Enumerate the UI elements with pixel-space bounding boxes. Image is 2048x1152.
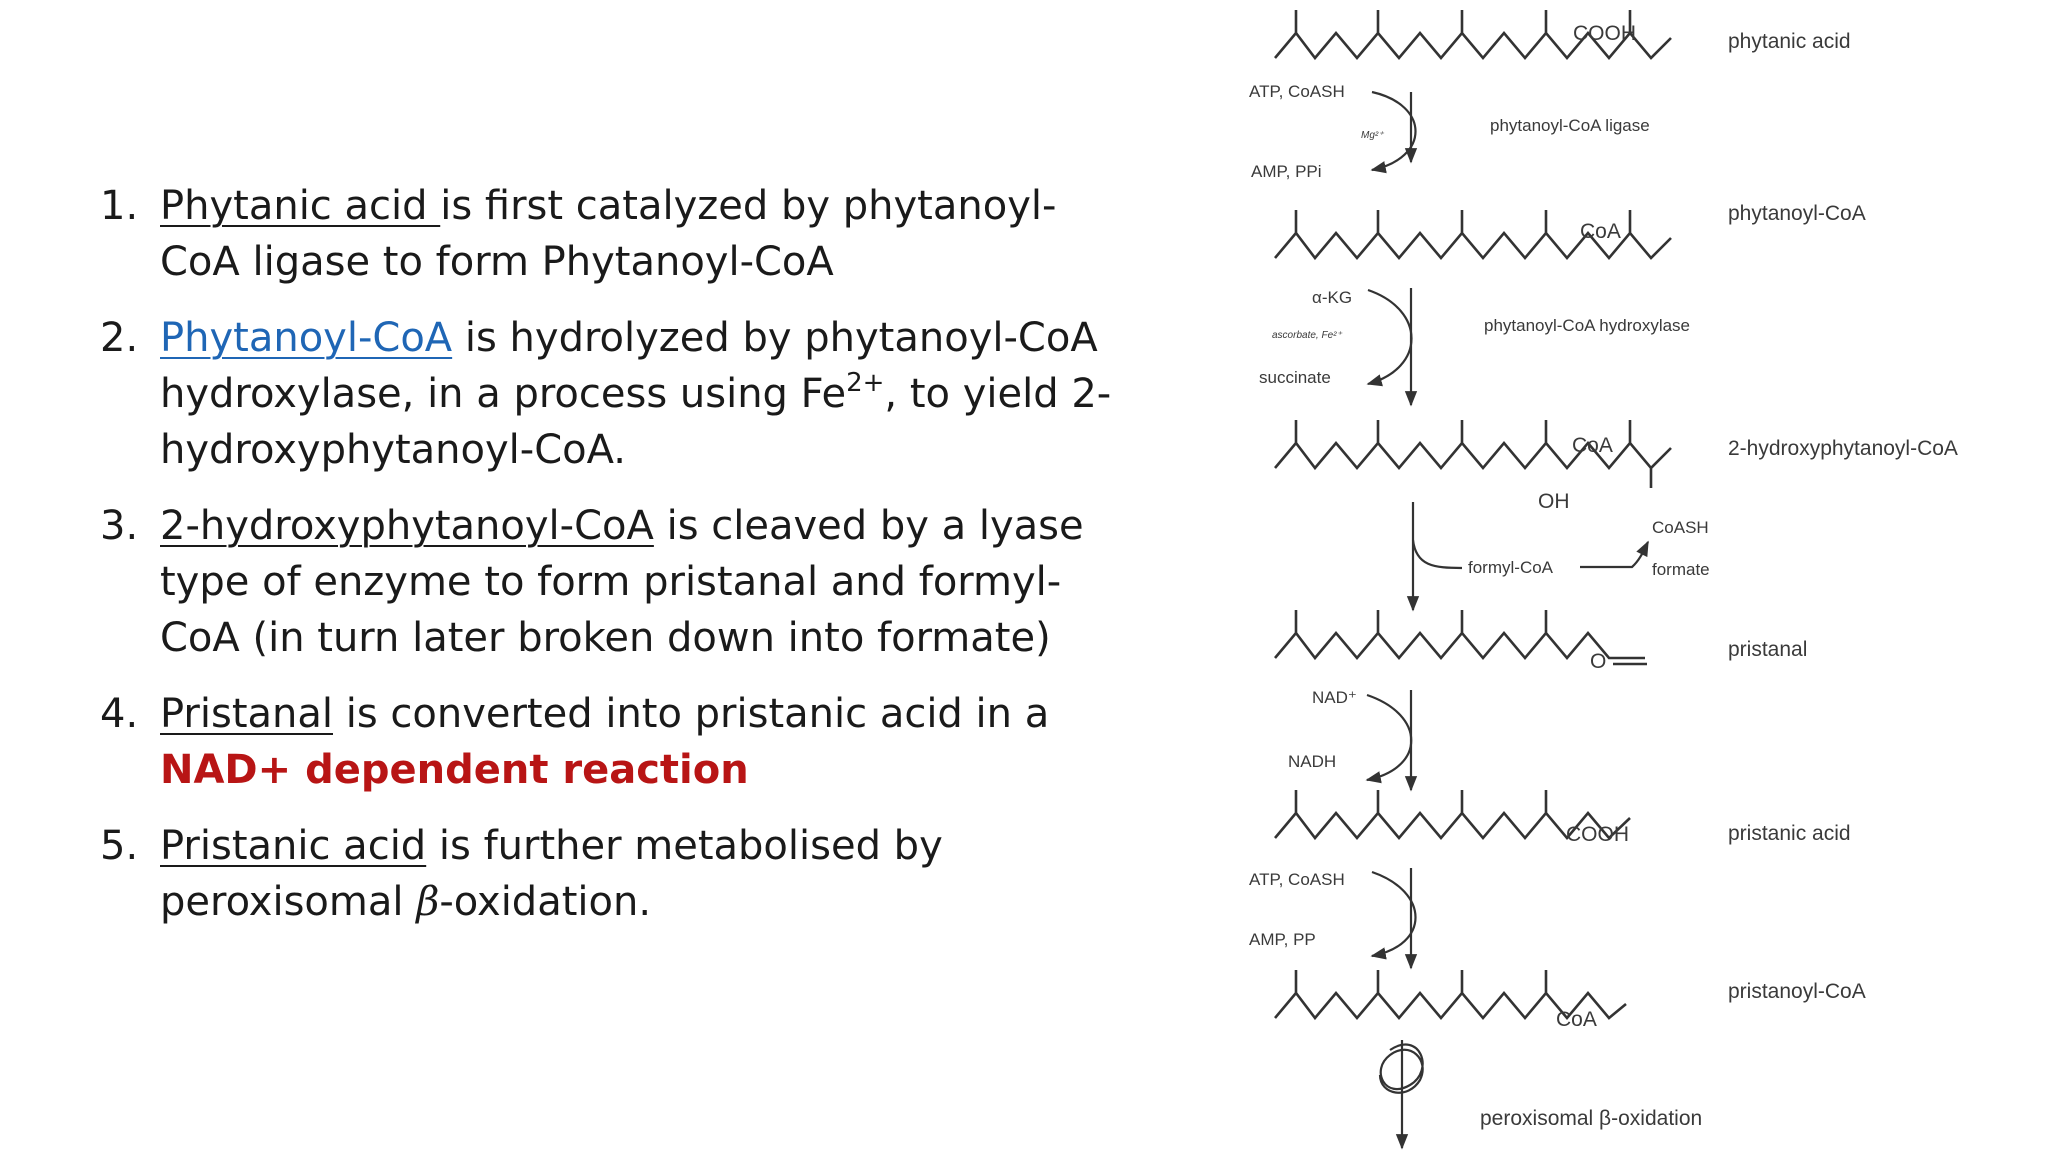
compound-hydroxyphytanoyl-coa: 2-hydroxyphytanoyl-CoA: [1728, 437, 1958, 460]
reagent-nadh: NADH: [1288, 752, 1337, 771]
step-number: 1.: [100, 183, 139, 229]
arrow-lyase-side: [1413, 540, 1462, 568]
group-coa: CoA: [1572, 434, 1613, 457]
enzyme-hydroxylase: phytanoyl-CoA hydroxylase: [1484, 316, 1691, 335]
group-cooh: COOH: [1573, 22, 1636, 45]
step-text: is further metabolised by peroxisomal: [160, 823, 943, 925]
reagent-mg: Mg²⁺: [1361, 130, 1384, 141]
step-text: is cleaved by a lyase type of enzyme to form pristanal and formyl-CoA (in turn later broken down into formate): [160, 503, 1084, 661]
step-subject: Pristanal: [160, 691, 333, 737]
beta-symbol: β: [416, 879, 440, 925]
step-1: [100, 178, 1130, 290]
arrow-formyl-formate: [1580, 542, 1648, 567]
reagent-atp-coash: ATP, CoASH: [1249, 870, 1345, 889]
step-2: [100, 310, 1130, 478]
superscript: 2+: [846, 368, 885, 398]
phytanoyl-coa-link[interactable]: Phytanoyl-CoA: [160, 315, 453, 361]
pathway-steps-list: [100, 178, 1130, 950]
step-text: -oxidation.: [439, 879, 652, 925]
step-3: [100, 498, 1130, 666]
group-cooh: COOH: [1566, 823, 1629, 846]
reagent-alpha-kg: α-KG: [1312, 288, 1353, 307]
compound-pristanic-acid: pristanic acid: [1728, 822, 1851, 845]
pathway-drawing: [1230, 0, 2048, 1152]
arrow-activation-side: [1372, 872, 1416, 956]
arrow-hydroxylase-side: [1368, 290, 1412, 384]
step-text: is converted into pristanic acid in a: [333, 691, 1050, 737]
group-coa: CoA: [1556, 1008, 1597, 1031]
reagent-succinate: succinate: [1259, 368, 1331, 387]
reagent-formyl-coa: formyl-CoA: [1468, 558, 1554, 577]
step-text: , to yield 2-hydroxyphytanoyl-CoA.: [160, 371, 1112, 473]
enzyme-ligase: phytanoyl-CoA ligase: [1490, 116, 1650, 135]
compound-pristanoyl-coa: pristanoyl-CoA: [1728, 980, 1866, 1003]
step-4: [100, 686, 1130, 798]
group-oxo: O: [1590, 650, 1607, 673]
reagent-formate: formate: [1652, 560, 1710, 579]
step-text: is first catalyzed by phytanoyl-CoA ligase to form Phytanoyl-CoA: [160, 183, 1057, 285]
highlight-text: NAD+ dependent reaction: [160, 747, 749, 793]
step-number: 3.: [100, 503, 139, 549]
step-number: 2.: [100, 315, 139, 361]
step-subject: Pristanic acid: [160, 823, 427, 869]
step-number: 4.: [100, 691, 139, 737]
compound-phytanic-acid: phytanic acid: [1728, 30, 1851, 53]
phytanic-acid-pathway-diagram: [1230, 0, 2048, 1152]
compound-pristanal: pristanal: [1728, 638, 1808, 661]
step-5: [100, 818, 1130, 930]
reagent-nad: NAD⁺: [1312, 688, 1357, 707]
reagent-amp-pp: AMP, PP: [1249, 930, 1316, 949]
reagent-coash: CoASH: [1652, 518, 1709, 537]
step-subject: 2-hydroxyphytanoyl-CoA: [160, 503, 654, 549]
reagent-atp-coash: ATP, CoASH: [1249, 82, 1345, 101]
reagent-amp-ppi: AMP, PPi: [1251, 162, 1322, 181]
group-oh: OH: [1538, 490, 1570, 513]
arrow-dehydrogenase-side: [1367, 695, 1411, 780]
step-number: 5.: [100, 823, 139, 869]
compound-phytanoyl-coa: phytanoyl-CoA: [1728, 202, 1866, 225]
group-coa: CoA: [1580, 220, 1621, 243]
step-text: is hydrolyzed by phytanoyl-CoA hydroxylase, in a process using Fe: [160, 315, 1098, 417]
reagent-ascorbate-fe: ascorbate, Fe²⁺: [1272, 330, 1342, 341]
step-subject: Phytanic acid: [160, 183, 441, 229]
label-peroxisomal-beta-oxidation: peroxisomal β-oxidation: [1480, 1107, 1703, 1130]
